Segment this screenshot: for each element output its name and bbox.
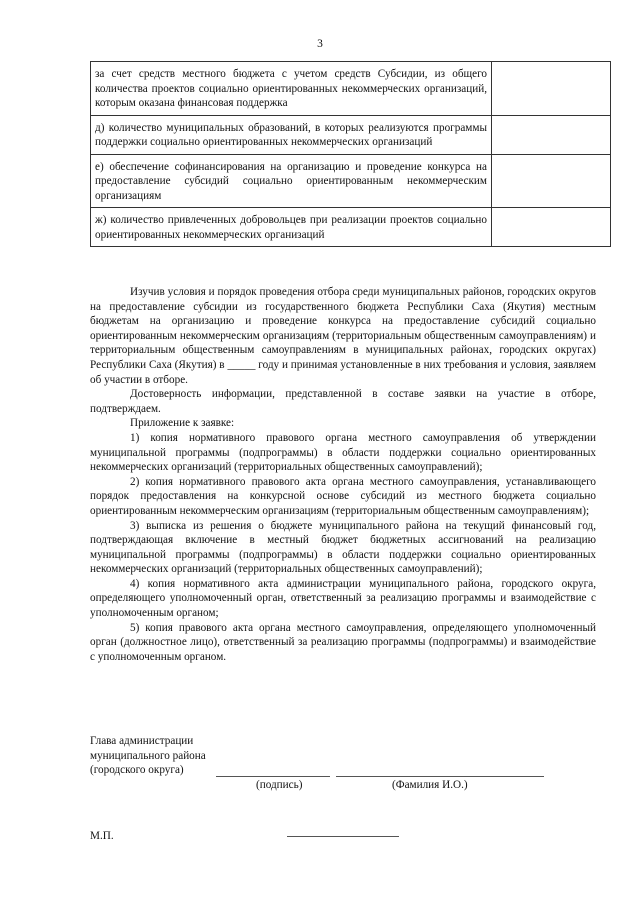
- signatory-title-line: (городского округа): [90, 763, 596, 778]
- stamp-label: М.П.: [90, 830, 114, 842]
- table-cell-value: [492, 154, 611, 208]
- signature-block: [90, 734, 596, 792]
- paragraph: 5) копия правового акта органа местного самоуправления, определяющего уполномоченный орган (должностное лицо), ответственный за реализацию программы (подпрограммы) и взаимодействие с уполномоченным органом.: [90, 621, 596, 663]
- paragraph: 2) копия нормативного правового акта органа местного самоуправления, устанавливающего порядок предоставления на конкурсной основе субсидий из местного бюджета социально ориентированным некоммерческим организациям (территориальным общественным самоуправлениям);: [90, 475, 596, 517]
- table-cell-text: за счет средств местного бюджета с учетом средств Субсидии, из общего количества проектов социально ориентированных некоммерческих организаций, которым оказана финансовая поддержка: [91, 62, 492, 116]
- table-row: [91, 62, 611, 116]
- table-cell-value: [492, 115, 611, 154]
- table-row: [91, 115, 611, 154]
- signatory-title-line: Глава администрации: [90, 735, 194, 747]
- signature-caption: (подпись): [256, 778, 303, 791]
- page-number: 3: [317, 38, 323, 50]
- table-cell-text: е) обеспечение софинансирования на организацию и проведение конкурса на предоставление субсидий социально ориентированным некоммерческим организациям: [91, 154, 492, 208]
- table-cell-value: [492, 62, 611, 116]
- signatory-title-line: муниципального района: [90, 749, 206, 762]
- paragraph: 3) выписка из решения о бюджете муниципального района на текущий финансовый год, подтверждающая включение в местный бюджет бюджетных ассигнований на реализацию муниципальной программы (подпрограммы) в области поддержки социально ориентированных некоммерческих организаций (территориальных общественных самоуправлений);: [90, 519, 596, 576]
- name-caption: (Фамилия И.О.): [392, 778, 468, 791]
- signature-captions: [90, 778, 596, 793]
- table-row: [91, 208, 611, 247]
- paragraph: 4) копия нормативного акта администрации муниципального района, городского округа, определяющего уполномоченный орган, ответственный за реализацию программы и взаимодействие с уполномоченным органом;: [90, 577, 596, 620]
- paragraph: Приложение к заявке:: [130, 417, 235, 430]
- application-body: [90, 285, 596, 664]
- table-row: [91, 154, 611, 208]
- paragraph: Достоверность информации, представленной в составе заявки на участие в отборе, подтверждаем.: [90, 388, 596, 415]
- criteria-table: [90, 61, 611, 247]
- bottom-line: [287, 836, 399, 837]
- table-cell-value: [492, 208, 611, 247]
- table-cell-text: д) количество муниципальных образований, в которых реализуются программы поддержки социально ориентированных некоммерческих организаций: [91, 115, 492, 154]
- paragraph: Изучив условия и порядок проведения отбора среди муниципальных районов, городских округов на предоставление субсидии из государственного бюджета Республики Саха (Якутия) местным бюджетам на организацию и проведение конкурса на предоставление субсидий социально ориентированным некоммерческим организациям (территориальным общественным самоуправлениям) и территориальным общественным самоуправлениям в муниципальных районах, городских округах) Республики Саха (Якутия) в _____ году и принимая установленные в них требования и условия, заявляем об участии в отборе.: [90, 286, 596, 386]
- table-cell-text: ж) количество привлеченных добровольцев при реализации проектов социально ориентированных некоммерческих организаций: [91, 208, 492, 247]
- paragraph: 1) копия нормативного правового органа местного самоуправления об утверждении муниципальной программы (подпрограммы) в области поддержки социально ориентированных некоммерческих организаций (территориальных общественных самоуправлений);: [90, 431, 596, 474]
